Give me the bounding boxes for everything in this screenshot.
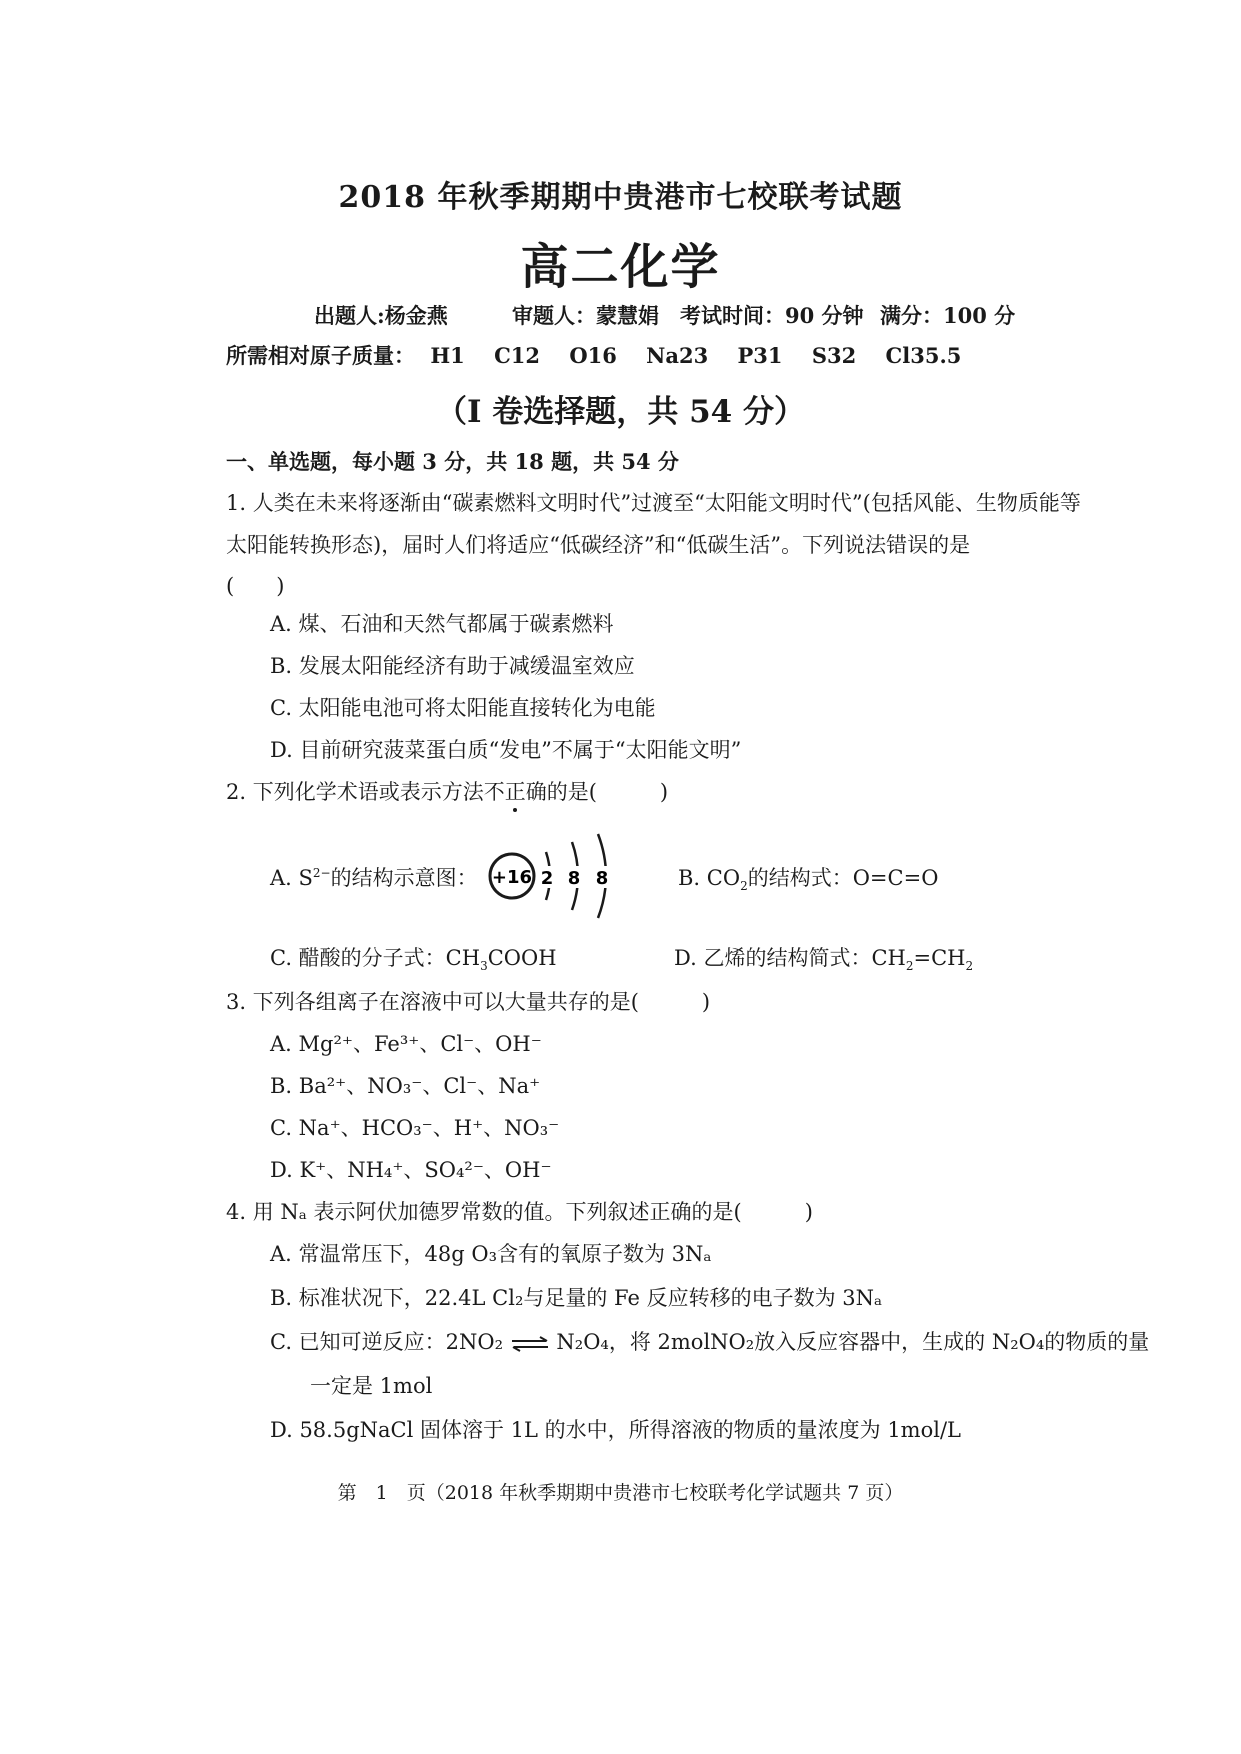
atomic-mass: Cl35.5 xyxy=(885,343,962,368)
shell-electrons: 8 xyxy=(567,868,581,889)
option-b-tail: 的结构式：O=C=O xyxy=(747,866,939,890)
question-1-option-a: A. 煤、石油和天然气都属于碳素燃料 xyxy=(270,612,614,636)
option-d-mid: =CH xyxy=(913,946,966,970)
exam-time: 考试时间：90 分钟 xyxy=(680,303,864,328)
option-a-prefix: A. S xyxy=(270,866,313,890)
atomic-masses xyxy=(226,340,983,370)
atomic-mass: Na23 xyxy=(646,343,709,368)
option-b-prefix: B. CO xyxy=(678,866,741,890)
page-footer: 第 1 页（2018 年秋季期期中贵港市七校联考化学试题共 7 页） xyxy=(337,1482,904,1504)
question-3-option-b: B. Ba²⁺、NO₃⁻、Cl⁻、Na⁺ xyxy=(270,1074,541,1098)
exam-title: 2018 年秋季期期中贵港市七校联考试题 xyxy=(338,180,903,215)
option-c-tail: COOH xyxy=(487,946,557,970)
reversible-arrow-icon xyxy=(510,1336,550,1352)
nucleus-charge: +16 xyxy=(491,867,533,888)
option-c-part1: C. 已知可逆反应：2NO₂ xyxy=(270,1330,504,1354)
section-title: （I 卷选择题，共 54 分） xyxy=(435,394,806,430)
full-score: 满分：100 分 xyxy=(880,303,1016,328)
shell-electrons: 8 xyxy=(595,868,609,889)
subject-title: 高二化学 xyxy=(520,239,721,295)
question-2-option-a xyxy=(270,862,478,892)
option-c-prefix: C. 醋酸的分子式：CH xyxy=(270,946,481,970)
atomic-mass: P31 xyxy=(737,343,783,368)
question-1-option-d: D. 目前研究菠菜蛋白质“发电”不属于“太阳能文明” xyxy=(270,738,742,762)
question-4-text: 4. 用 Nₐ 表示阿伏加德罗常数的值。下列叙述正确的是( ) xyxy=(226,1200,813,1224)
atomic-mass: H1 xyxy=(430,343,465,368)
question-4-option-b: B. 标准状况下，22.4L Cl₂与足量的 Fe 反应转移的电子数为 3Nₐ xyxy=(270,1286,883,1310)
question-2-option-b xyxy=(678,862,938,893)
question-2-tail: 的是( ) xyxy=(546,780,669,804)
question-1-bracket: ( ) xyxy=(226,574,285,598)
reviewer: 审题人：蒙慧娟 xyxy=(512,303,659,328)
question-4-option-a: A. 常温常压下，48g O₃含有的氧原子数为 3Nₐ xyxy=(270,1242,712,1266)
question-3-option-d: D. K⁺、NH₄⁺、SO₄²⁻、OH⁻ xyxy=(270,1158,552,1182)
question-1-stem: 1. 人类在未来将逐渐由“碳素燃料文明时代”过渡至“太阳能文明时代”(包括风能、生物质能等太阳能转换形态)，届时人们将适应“低碳经济”和“低碳生活”。下列说法错误的是 xyxy=(226,491,1081,557)
question-3-option-c: C. Na⁺、HCO₃⁻、H⁺、NO₃⁻ xyxy=(270,1116,560,1140)
question-3-text: 3. 下列各组离子在溶液中可以大量共存的是( ) xyxy=(226,990,711,1014)
question-4-option-c xyxy=(270,1326,1149,1356)
subscript: 2 xyxy=(740,879,748,894)
charge-superscript: 2− xyxy=(312,866,331,880)
question-4-option-d: D. 58.5gNaCl 固体溶于 1L 的水中，所得溶液的物质的量浓度为 1mol/L xyxy=(270,1418,961,1442)
option-d-prefix: D. 乙烯的结构简式：CH xyxy=(674,946,906,970)
question-2-text xyxy=(226,776,668,806)
atomic-mass: C12 xyxy=(494,343,541,368)
author: 出题人:杨金燕 xyxy=(314,303,448,328)
question-2-emphasis: 不正确 xyxy=(483,780,547,804)
question-2-lead: 2. 下列化学术语或表示方法 xyxy=(226,780,484,804)
subscript: 2 xyxy=(905,959,914,974)
part-title: 一、单选题，每小题 3 分，共 18 题，共 54 分 xyxy=(226,449,679,474)
question-1-text xyxy=(226,482,1096,566)
question-3-option-a: A. Mg²⁺、Fe³⁺、Cl⁻、OH⁻ xyxy=(270,1032,542,1056)
shell-electrons: 2 xyxy=(540,868,554,889)
atomic-mass: O16 xyxy=(569,343,617,368)
atomic-label: 所需相对原子质量： xyxy=(226,343,415,368)
option-c-part2: N₂O₄，将 2molNO₂放入反应容器中，生成的 N₂O₄的物质的量 xyxy=(556,1330,1150,1354)
atomic-mass: S32 xyxy=(811,343,857,368)
question-1-option-c: C. 太阳能电池可将太阳能直接转化为电能 xyxy=(270,696,656,720)
question-2-option-d xyxy=(674,942,973,973)
subscript: 2 xyxy=(965,959,974,974)
sulfide-structure-diagram xyxy=(484,826,644,926)
question-1-option-b: B. 发展太阳能经济有助于减缓温室效应 xyxy=(270,654,635,678)
option-a-suffix: 的结构示意图： xyxy=(330,866,478,890)
question-2-option-c xyxy=(270,942,557,973)
question-4-option-c-cont: 一定是 1mol xyxy=(310,1374,433,1398)
subscript: 3 xyxy=(480,959,488,974)
